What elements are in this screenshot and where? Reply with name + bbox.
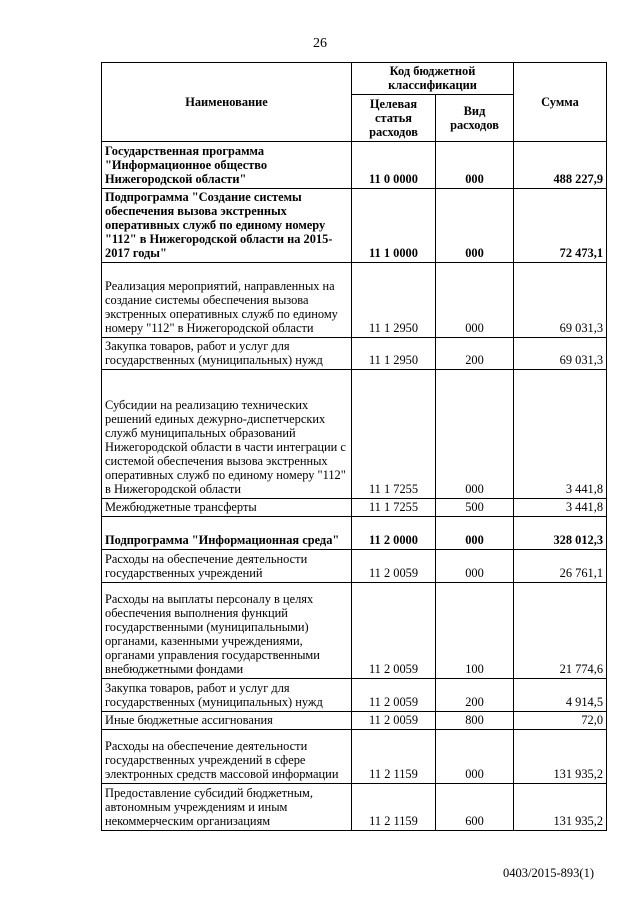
row-expense-kind: 100 [436, 583, 514, 679]
row-expense-kind: 000 [436, 142, 514, 189]
row-target-code: 11 1 2950 [352, 263, 436, 338]
row-name: Межбюджетные трансферты [102, 499, 352, 517]
table-row [102, 338, 607, 370]
table-row [102, 583, 607, 679]
row-target-code: 11 2 0059 [352, 550, 436, 583]
page-number: 26 [313, 36, 327, 51]
row-target-code: 11 2 1159 [352, 784, 436, 831]
row-sum: 488 227,9 [514, 142, 607, 189]
row-target-code: 11 2 0059 [352, 679, 436, 712]
header-name: Наименование [102, 63, 352, 142]
row-target-code: 11 2 0000 [352, 517, 436, 550]
row-expense-kind: 000 [436, 517, 514, 550]
row-name: Предоставление субсидий бюджетным, автономным учреждениям и иным некоммерческим организациям [102, 784, 352, 831]
row-target-code: 11 1 2950 [352, 338, 436, 370]
row-target-code: 11 1 7255 [352, 370, 436, 499]
row-expense-kind: 000 [436, 550, 514, 583]
row-name: Расходы на выплаты персоналу в целях обеспечения выполнения функций государственными (муниципальными) органами, казенными учреждениями, органами управления государственными внебюджетными фондами [102, 583, 352, 679]
row-expense-kind: 000 [436, 189, 514, 263]
table-row [102, 517, 607, 550]
row-expense-kind: 000 [436, 730, 514, 784]
row-name: Подпрограмма "Информационная среда" [102, 517, 352, 550]
row-sum: 69 031,3 [514, 338, 607, 370]
row-target-code: 11 2 1159 [352, 730, 436, 784]
row-target-code: 11 2 0059 [352, 583, 436, 679]
row-expense-kind: 600 [436, 784, 514, 831]
row-expense-kind: 000 [436, 370, 514, 499]
row-expense-kind: 500 [436, 499, 514, 517]
row-expense-kind: 200 [436, 338, 514, 370]
row-sum: 21 774,6 [514, 583, 607, 679]
row-expense-kind: 000 [436, 263, 514, 338]
header-target-item: Целевая статья расходов [352, 95, 436, 142]
row-name: Реализация мероприятий, направленных на создание системы обеспечения вызова экстренных оперативных служб по единому номеру "112" в Нижегородской области [102, 263, 352, 338]
table-row [102, 189, 607, 263]
table-row [102, 263, 607, 338]
row-name: Закупка товаров, работ и услуг для государственных (муниципальных) нужд [102, 679, 352, 712]
row-expense-kind: 200 [436, 679, 514, 712]
row-sum: 131 935,2 [514, 784, 607, 831]
row-sum: 72,0 [514, 712, 607, 730]
document-code: 0403/2015-893(1) [503, 866, 594, 880]
table-row [102, 499, 607, 517]
table-header [102, 63, 607, 142]
row-sum: 72 473,1 [514, 189, 607, 263]
row-sum: 3 441,8 [514, 370, 607, 499]
row-sum: 131 935,2 [514, 730, 607, 784]
row-sum: 4 914,5 [514, 679, 607, 712]
table-body [102, 142, 607, 831]
table-row [102, 712, 607, 730]
row-name: Закупка товаров, работ и услуг для государственных (муниципальных) нужд [102, 338, 352, 370]
row-name: Иные бюджетные ассигнования [102, 712, 352, 730]
header-code-group: Код бюджетной классификации [352, 63, 514, 95]
row-target-code: 11 0 0000 [352, 142, 436, 189]
row-expense-kind: 800 [436, 712, 514, 730]
row-sum: 69 031,3 [514, 263, 607, 338]
row-target-code: 11 1 0000 [352, 189, 436, 263]
budget-table [101, 62, 607, 831]
header-sum: Сумма [514, 63, 607, 142]
table-row [102, 679, 607, 712]
row-sum: 26 761,1 [514, 550, 607, 583]
table-row [102, 550, 607, 583]
row-name: Расходы на обеспечение деятельности государственных учреждений в сфере электронных средств массовой информации [102, 730, 352, 784]
row-name: Субсидии на реализацию технических решений единых дежурно-диспетчерских служб муниципальных образований Нижегородской области в части интеграции с системой обеспечения вызова экстренных оперативных служб по единому номеру "112" в Нижегородской области [102, 370, 352, 499]
table-row [102, 784, 607, 831]
row-sum: 3 441,8 [514, 499, 607, 517]
table-row [102, 142, 607, 189]
row-target-code: 11 2 0059 [352, 712, 436, 730]
header-expense-kind: Вид расходов [436, 95, 514, 142]
row-name: Подпрограмма "Создание системы обеспечения вызова экстренных оперативных служб по единому номеру "112" в Нижегородской области на 2015-2017 годы" [102, 189, 352, 263]
row-name: Государственная программа "Информационное общество Нижегородской области" [102, 142, 352, 189]
row-sum: 328 012,3 [514, 517, 607, 550]
row-name: Расходы на обеспечение деятельности государственных учреждений [102, 550, 352, 583]
row-target-code: 11 1 7255 [352, 499, 436, 517]
table-row [102, 370, 607, 499]
table-row [102, 730, 607, 784]
